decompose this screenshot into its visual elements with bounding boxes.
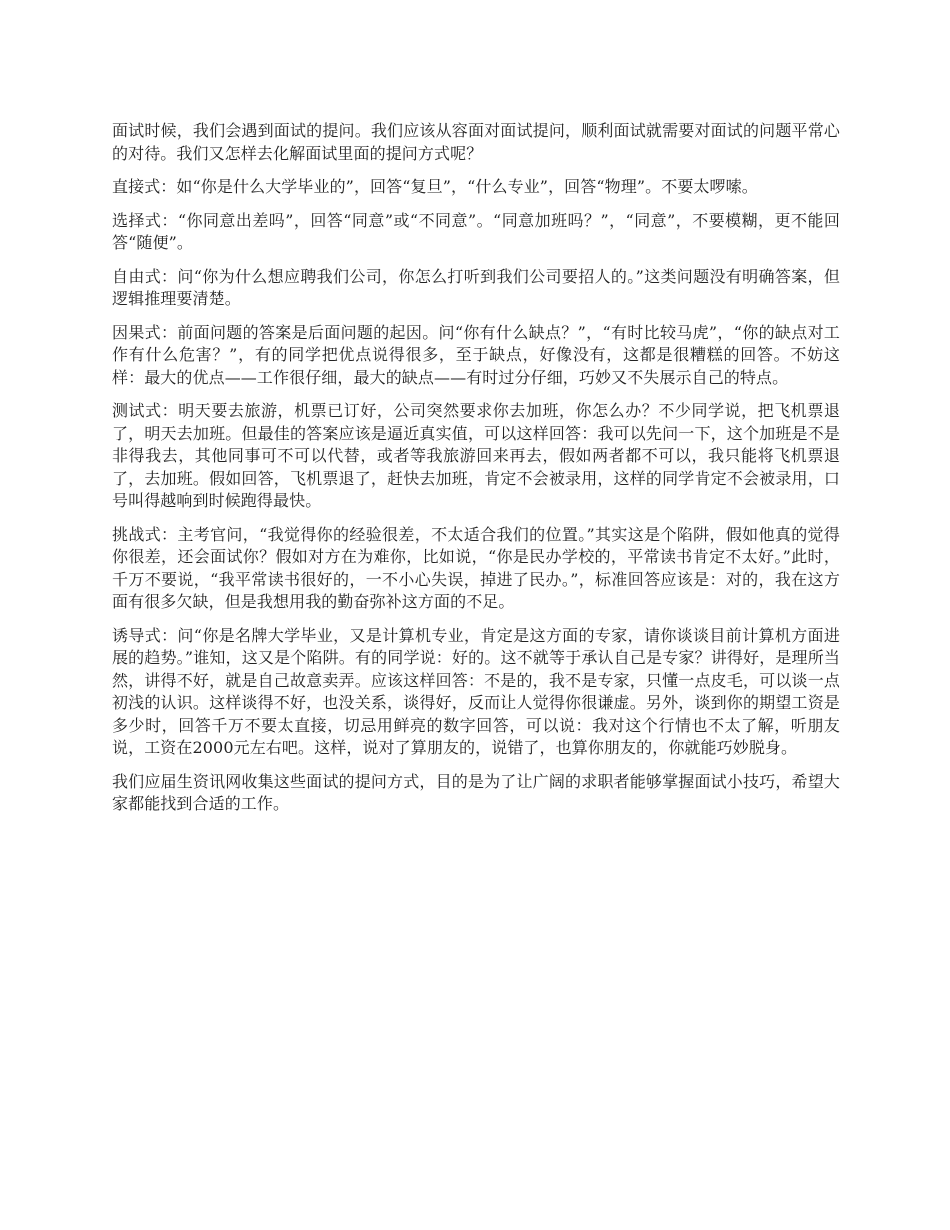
paragraph-direct: 直接式：如“你是什么大学毕业的”，回答“复旦”，“什么专业”，回答“物理”。不要太啰嗦。 (112, 177, 758, 196)
paragraph-choice: 选择式：“你同意出差吗”，回答“同意”或“不同意”。“同意加班吗？”，“同意”，不要模糊，更不能回答“随便”。 (112, 210, 840, 252)
paragraph-test: 测试式：明天要去旅游，机票已订好，公司突然要求你去加班，你怎么办？不少同学说，把飞机票退了，明天去加班。但最佳的答案应该是逼近真实值，可以这样回答：我可以先问一下，这个加班是不是非得我去，其他同事可不可以代替，或者等我旅游回来再去，假如两者都不可以，我只能将飞机票退了，去加班。假如回答，飞机票退了，赶快去加班，肯定不会被录用，这样的同学肯定不会被录用，口号叫得越响到时候跑得最快。 (112, 401, 840, 510)
paragraph-intro: 面试时候，我们会遇到面试的提问。我们应该从容面对面试提问，顺利面试就需要对面试的问题平常心的对待。我们又怎样去化解面试里面的提问方式呢？ (112, 121, 840, 163)
paragraph-causal: 因果式：前面问题的答案是后面问题的起因。问“你有什么缺点？”，“有时比较马虎”，“你的缺点对工作有什么危害？”，有的同学把优点说得很多，至于缺点，好像没有，这都是很糟糕的回答。不妨这样：最大的优点——工作很仔细，最大的缺点——有时过分仔细，巧妙又不失展示自己的特点。 (112, 322, 840, 387)
paragraph-free: 自由式：问“你为什么想应聘我们公司，你怎么打听到我们公司要招人的。”这类问题没有明确答案，但逻辑推理要清楚。 (112, 266, 840, 308)
document-body (112, 120, 840, 827)
paragraph-leading: 诱导式：问“你是名牌大学毕业，又是计算机专业，肯定是这方面的专家，请你谈谈目前计算机方面进展的趋势。”谁知，这又是个陷阱。有的同学说：好的。这不就等于承认自己是专家？讲得好，是理所当然，讲得不好，就是自己故意卖弄。应该这样回答：不是的，我不是专家，只懂一点皮毛，可以谈一点初浅的认识。这样谈得不好，也没关系，谈得好，反而让人觉得你很谦虚。另外，谈到你的期望工资是多少时，回答千万不要太直接，切忌用鲜亮的数字回答，可以说：我对这个行情也不太了解，听朋友说，工资在2000元左右吧。这样，说对了算朋友的，说错了，也算你朋友的，你就能巧妙脱身。 (112, 625, 840, 757)
paragraph-challenge: 挑战式：主考官问，“我觉得你的经验很差，不太适合我们的位置。”其实这是个陷阱，假如他真的觉得你很差，还会面试你？假如对方在为难你，比如说，“你是民办学校的，平常读书肯定不太好。”此时，千万不要说，“我平常读书很好的，一不小心失误，掉进了民办。”，标准回答应该是：对的，我在这方面有很多欠缺，但是我想用我的勤奋弥补这方面的不足。 (112, 524, 840, 611)
paragraph-conclusion: 我们应届生资讯网收集这些面试的提问方式，目的是为了让广阔的求职者能够掌握面试小技巧，希望大家都能找到合适的工作。 (112, 771, 840, 813)
